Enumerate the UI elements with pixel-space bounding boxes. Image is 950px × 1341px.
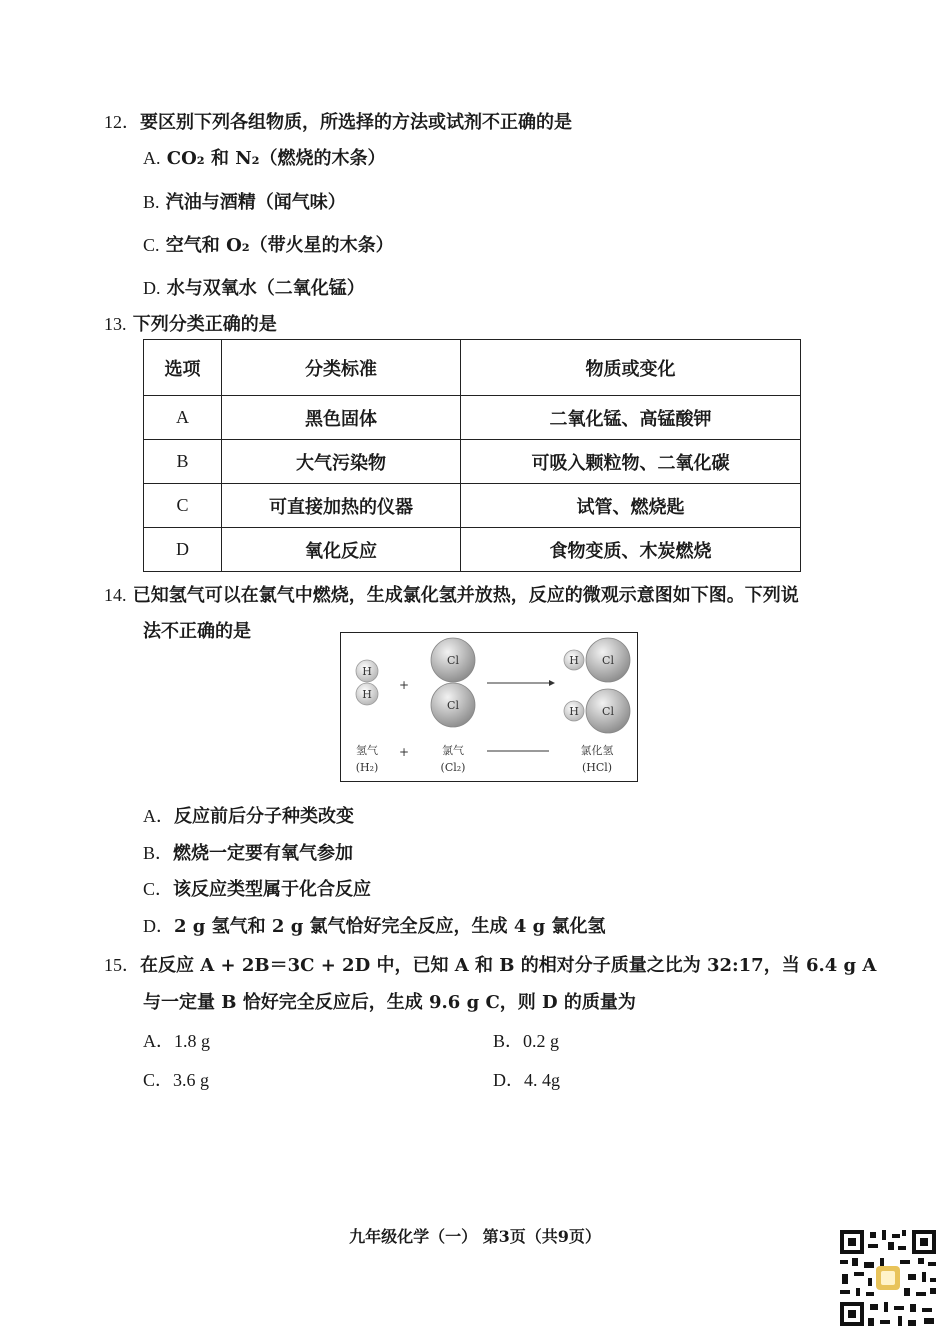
cl-atom-label: Cl — [447, 699, 459, 712]
q12-stem — [104, 110, 572, 135]
option-label: B． — [493, 1031, 524, 1051]
option-label: B． — [143, 843, 174, 863]
option-text: 空气和 O₂（带火星的木条） — [165, 235, 394, 256]
q14-option-d — [143, 914, 605, 939]
molecule-diagram — [341, 633, 637, 781]
hcl-name: 氯化氢 — [580, 744, 614, 757]
q12-option-d — [143, 276, 365, 301]
option-label: B. — [143, 192, 160, 212]
q12-number: 12． — [104, 112, 140, 132]
table-cell: 氧化反应 — [222, 528, 461, 572]
option-label: D． — [143, 916, 174, 936]
option-text: 2 g 氢气和 2 g 氯气恰好完全反应，生成 4 g 氯化氢 — [174, 916, 606, 937]
q15-text: 在反应 A + 2B＝3C + 2D 中，已知 A 和 B 的相对分子质量之比为 32:17，当 6.4 g A — [140, 955, 877, 976]
q15-stem-line1 — [104, 953, 876, 978]
table-cell: B — [144, 440, 222, 484]
q15-stem-line2: 与一定量 B 恰好完全反应后，生成 9.6 g C，则 D 的质量为 — [143, 992, 636, 1013]
table-header-cell: 选项 — [144, 340, 222, 396]
h-atom-label: H — [569, 654, 579, 667]
chlorine-molecule — [431, 638, 475, 727]
table-row — [144, 440, 801, 484]
q13-text: 下列分类正确的是 — [132, 314, 277, 335]
table-cell: 大气污染物 — [222, 440, 461, 484]
q15-option-b — [493, 1029, 559, 1054]
table-header-cell: 分类标准 — [222, 340, 461, 396]
q13-number: 13. — [104, 314, 127, 334]
cl-atom-label: Cl — [602, 654, 614, 667]
option-label: C. — [143, 235, 160, 255]
option-text: 该反应类型属于化合反应 — [173, 879, 372, 900]
cl2-formula: (Cl₂) — [440, 761, 466, 774]
table-row — [144, 528, 801, 572]
plus-sign: + — [398, 745, 410, 759]
table-row — [144, 396, 801, 440]
h2-name: 氢气 — [356, 744, 378, 757]
classification-table — [143, 339, 801, 572]
q14-text: 已知氢气可以在氯气中燃烧，生成氯化氢并放热，反应的微观示意图如下图。下列说 — [132, 585, 799, 606]
option-text: 1.8 g — [174, 1031, 210, 1051]
h2-formula: (H₂) — [355, 761, 379, 774]
option-text: 燃烧一定要有氧气参加 — [173, 843, 354, 864]
option-label: A． — [143, 806, 174, 826]
table-cell: A — [144, 396, 222, 440]
hcl-molecule — [564, 638, 630, 682]
h-atom-label: H — [362, 688, 372, 701]
cl-atom-label: Cl — [447, 654, 459, 667]
q15-option-c — [143, 1068, 209, 1093]
qr-code-icon — [838, 1228, 938, 1328]
hcl-formula: (HCl) — [581, 761, 613, 774]
page-footer: 九年级化学（一） 第3页（共9页） — [349, 1227, 601, 1246]
q15-option-a — [143, 1029, 210, 1054]
table-cell: C — [144, 484, 222, 528]
option-label: C． — [143, 879, 174, 899]
option-label: C． — [143, 1070, 174, 1090]
table-header-row — [144, 340, 801, 396]
option-label: A. — [143, 148, 161, 168]
option-text: 4. 4g — [524, 1070, 560, 1090]
q14-stem-line1 — [104, 583, 799, 608]
option-text: CO₂ 和 N₂（燃烧的木条） — [166, 148, 386, 169]
cl-atom-label: Cl — [602, 705, 614, 718]
q14-stem-line2: 法不正确的是 — [143, 621, 251, 642]
q14-option-a — [143, 804, 354, 829]
q13-stem — [104, 312, 277, 337]
q15-number: 15． — [104, 955, 140, 975]
q12-option-b — [143, 190, 346, 215]
hydrogen-molecule — [356, 660, 378, 705]
option-text: 3.6 g — [173, 1070, 210, 1090]
hcl-molecule — [564, 689, 630, 733]
table-cell: 可吸入颗粒物、二氧化碳 — [461, 440, 801, 484]
q12-option-c — [143, 233, 394, 258]
table-header-cell: 物质或变化 — [461, 340, 801, 396]
q15-option-d — [493, 1068, 560, 1093]
table-cell: 试管、燃烧匙 — [461, 484, 801, 528]
option-label: D． — [493, 1070, 524, 1090]
q14-option-c — [143, 877, 371, 902]
table-cell: 可直接加热的仪器 — [222, 484, 461, 528]
arrow-icon — [487, 680, 555, 686]
table-cell: 食物变质、木炭燃烧 — [461, 528, 801, 572]
reaction-diagram — [340, 632, 638, 782]
h-atom-label: H — [362, 665, 372, 678]
q14-number: 14. — [104, 585, 127, 605]
option-label: A． — [143, 1031, 174, 1051]
option-text: 反应前后分子种类改变 — [174, 806, 354, 827]
q12-text: 要区别下列各组物质，所选择的方法或试剂不正确的是 — [140, 112, 572, 133]
plus-sign: + — [398, 678, 410, 692]
cl2-name: 氯气 — [442, 744, 464, 757]
q12-option-a — [143, 146, 386, 171]
table-cell: 黑色固体 — [222, 396, 461, 440]
option-text: 水与双氧水（二氧化锰） — [166, 278, 365, 299]
option-label: D. — [143, 278, 161, 298]
option-text: 汽油与酒精（闻气味） — [165, 192, 346, 213]
q14-option-b — [143, 841, 353, 866]
table-cell: 二氧化锰、高锰酸钾 — [461, 396, 801, 440]
table-row — [144, 484, 801, 528]
option-text: 0.2 g — [523, 1031, 560, 1051]
table-cell: D — [144, 528, 222, 572]
h-atom-label: H — [569, 705, 579, 718]
